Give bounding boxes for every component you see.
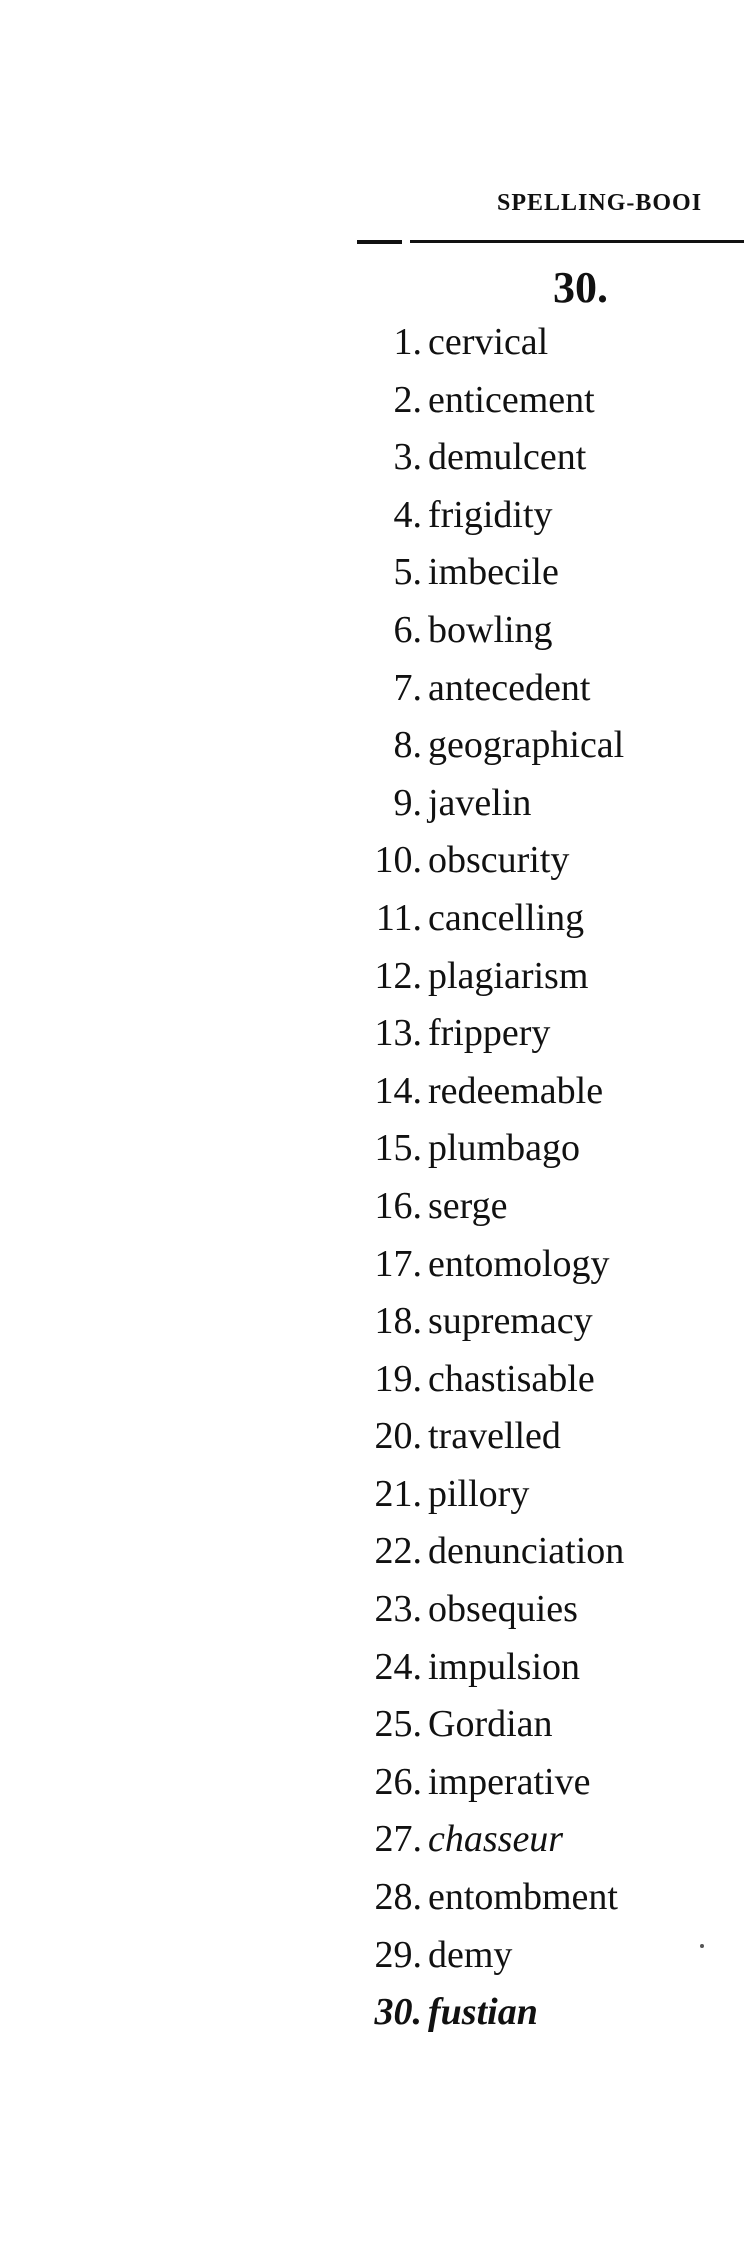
spelling-word-list (0, 314, 744, 2042)
spelling-word: javelin (428, 781, 532, 824)
word-row (0, 314, 744, 372)
spelling-word: pillory (428, 1472, 530, 1515)
header-rule-short (357, 240, 402, 244)
word-row (0, 1523, 744, 1581)
spelling-word: denunciation (428, 1530, 625, 1573)
word-row (0, 602, 744, 660)
word-row (0, 717, 744, 775)
word-row (0, 1063, 744, 1121)
word-number: 25. (374, 1703, 422, 1746)
spelling-word: geographical (428, 724, 625, 767)
word-row (0, 1120, 744, 1178)
spelling-word: supremacy (428, 1300, 593, 1343)
spelling-word: plagiarism (428, 954, 589, 997)
spelling-word: frigidity (428, 493, 553, 536)
spelling-word: demulcent (428, 436, 587, 479)
word-number: 22. (374, 1530, 422, 1573)
spelling-word: entomology (428, 1242, 610, 1285)
word-number: 3. (393, 436, 422, 479)
spelling-word: frippery (428, 1012, 551, 1055)
spelling-word: impulsion (428, 1645, 581, 1688)
word-number: 9. (393, 781, 422, 824)
word-number: 16. (374, 1184, 422, 1227)
word-number: 20. (374, 1415, 422, 1458)
word-row (0, 1984, 744, 2042)
spelling-word: obscurity (428, 839, 570, 882)
word-number: 19. (374, 1357, 422, 1400)
lesson-number: 30. (553, 263, 608, 312)
spelling-word: imbecile (428, 551, 559, 594)
spelling-word: fustian (428, 1991, 538, 2034)
word-row (0, 1581, 744, 1639)
word-number: 8. (393, 724, 422, 767)
word-row (0, 660, 744, 718)
word-number: 12. (374, 954, 422, 997)
stray-ink-dot (700, 1944, 704, 1948)
word-number: 6. (393, 608, 422, 651)
word-number: 4. (393, 493, 422, 536)
word-number: 30. (374, 1991, 422, 2034)
word-row (0, 1639, 744, 1697)
word-number: 29. (374, 1933, 422, 1976)
word-row (0, 1408, 744, 1466)
spelling-word: demy (428, 1933, 513, 1976)
word-row (0, 775, 744, 833)
word-number: 26. (374, 1760, 422, 1803)
spelling-word: chastisable (428, 1357, 595, 1400)
word-row (0, 1754, 744, 1812)
word-row (0, 948, 744, 1006)
header-rule-long (410, 240, 744, 243)
word-number: 7. (393, 666, 422, 709)
word-number: 1. (393, 321, 422, 363)
word-row (0, 1466, 744, 1524)
spelling-word: plumbago (428, 1127, 580, 1170)
spelling-word: redeemable (428, 1069, 604, 1112)
word-number: 2. (393, 378, 422, 421)
word-number: 15. (374, 1127, 422, 1170)
spelling-word: serge (428, 1184, 508, 1227)
word-row (0, 1351, 744, 1409)
spelling-word: travelled (428, 1415, 561, 1458)
spelling-word: imperative (428, 1760, 591, 1803)
spelling-word: cancelling (428, 896, 585, 939)
word-row (0, 1869, 744, 1927)
running-head: SPELLING-BOOI (497, 190, 703, 216)
word-number: 13. (374, 1012, 422, 1055)
spelling-word: enticement (428, 378, 595, 421)
word-row (0, 544, 744, 602)
word-number: 18. (374, 1300, 422, 1343)
word-row (0, 1178, 744, 1236)
word-row (0, 890, 744, 948)
word-number: 5. (393, 551, 422, 594)
word-row (0, 1811, 744, 1869)
spelling-word: bowling (428, 608, 553, 651)
word-number: 27. (374, 1818, 422, 1861)
word-number: 11. (375, 896, 422, 939)
word-row (0, 1236, 744, 1294)
word-row (0, 832, 744, 890)
word-row (0, 487, 744, 545)
word-row (0, 1293, 744, 1351)
spelling-word: cervical (428, 321, 549, 363)
word-row (0, 1005, 744, 1063)
word-number: 17. (374, 1242, 422, 1285)
word-number: 23. (374, 1588, 422, 1631)
spelling-word: Gordian (428, 1703, 553, 1746)
word-number: 24. (374, 1645, 422, 1688)
spelling-word: chasseur (428, 1818, 564, 1861)
word-number: 28. (374, 1876, 422, 1919)
spelling-word: entombment (428, 1876, 618, 1919)
word-row (0, 372, 744, 430)
word-number: 21. (374, 1472, 422, 1515)
word-row (0, 429, 744, 487)
spelling-word: antecedent (428, 666, 591, 709)
word-number: 14. (374, 1069, 422, 1112)
word-row (0, 1927, 744, 1985)
spelling-word: obsequies (428, 1588, 578, 1631)
word-row (0, 1696, 744, 1754)
word-number: 10. (374, 839, 422, 882)
